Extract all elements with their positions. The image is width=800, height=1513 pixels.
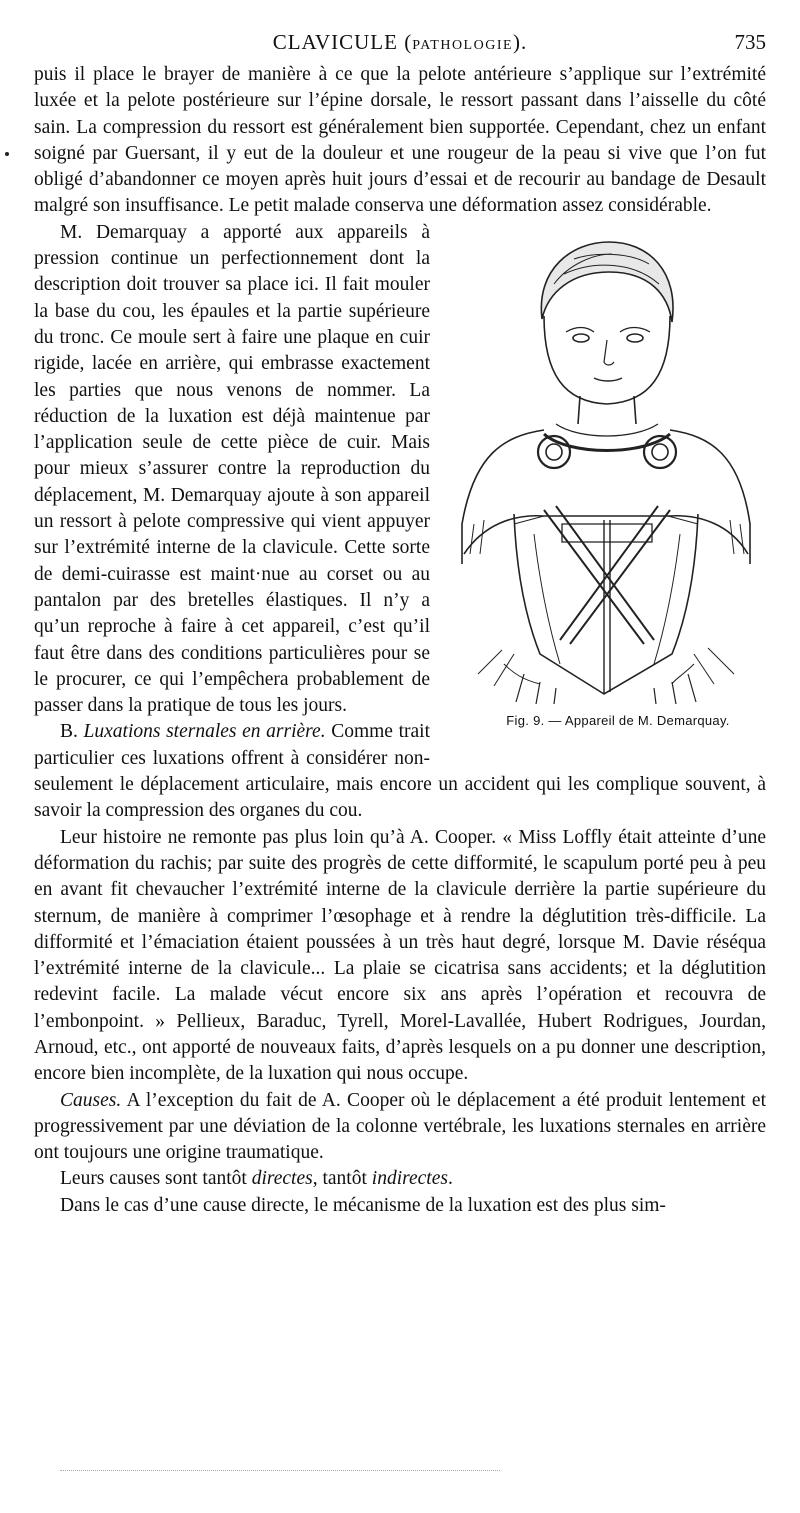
running-title-sub: PATHOLOGIE: [412, 38, 514, 53]
body-text: [34, 62, 766, 1219]
paragraph-2-text: M. Demarquay a apporté aux appareils à pression continue un perfectionnement dont la description doit trouver sa place ici. Il fait mouler la base du cou, les épaules et la partie supérieure du tronc. Ce moule sert à faire une plaque en cuir rigide, lacée en arrière, qui embrasse exactement les parties que nous venons de nommer. La réduction de la luxation est déjà maintenue par l’application seule de cette pièce de cuir. Mais pour mieux s’assurer contre la reproduction du déplacement, M. Demarquay ajoute à son appareil un ressort à pelote compressive qui vient appuyer sur l’extrémité interne de la clavicule. Cette sorte de demi-cuirasse est maint·nue au corset ou au pantalon par des bretelles élastiques. Il n’y a qu’un reproche à faire à cet appareil, c’est qu’il faut être dans des conditions particulières pour se le procurer, ce qui l’empêchera probablement de passer dans la pratique de tous les jours.: [34, 221, 430, 717]
running-title-main: CLAVICULE: [272, 30, 398, 54]
running-title: CLAVICULE (PATHOLOGIE).: [272, 30, 528, 54]
running-header: [34, 30, 766, 60]
paragraph-3: B. Luxations sternales en arrière. Comme trait particulier ces luxations offrent à considérer non-seulement le déplacement articulaire, mais encore un accident qui les complique souvent, à savoir la compression des organes du cou.: [34, 721, 766, 822]
section-heading: Luxations sternales en arrière.: [83, 721, 326, 743]
paragraph-7: Dans le cas d’une cause directe, le mécanisme de la luxation est des plus sim-: [60, 1194, 666, 1216]
paragraph-4: Leur histoire ne remonte pas plus loin qu’à A. Cooper. « Miss Loffly était atteinte d’une déformation du rachis; par suite des progrès de cette difformité, le scapulum porté peu à peu en avant fit chevaucher l’extrémité interne de la clavicule derrière la partie supérieure du sternum, de manière à comprimer l’œsophage et à rendre la déglutition très-difficile. La difformité et l’émaciation étaient poussées à un très haut degré, lorsque M. Davie réséqua l’extrémité interne de la clavicule... La plaie se cicatrisa sans accidents; et la déglutition redevint facile. La malade vécut encore six ans après l’opération et recouvra de l’embonpoint. » Pellieux, Baraduc, Tyrell, Morel-Lavallée, Hubert Rodrigues, Jourdan, Arnoud, etc., ont apporté de nouveaux faits, d’après lesquels on a pu donner une description, encore bien incomplète, de la luxation qui nous occupe.: [34, 826, 766, 1085]
paragraph-2: [34, 220, 766, 728]
margin-mark: [5, 152, 9, 156]
causes-heading: Causes.: [60, 1089, 122, 1111]
corset-illustration: [444, 224, 766, 704]
figure-caption: Fig. 9. — Appareil de M. Demarquay.: [506, 712, 730, 728]
paragraph-1: puis il place le brayer de manière à ce que la pelote antérieure s’applique sur l’extrémité luxée et la pelote postérieure sur l’épine dorsale, le ressort passant dans l’aisselle du côté sain. La compression du ressort est généralement bien supportée. Cependant, chez un enfant soigné par Guersant, il y eut de la douleur et une rougeur de la peau si vive que l’on fut obligé d’abandonner ce moyen après huit jours d’essai et de recourir au bandage de Desault malgré son insuffisance. Le petit malade conserva une déformation assez considérable.: [34, 64, 766, 217]
paragraph-5: Causes. A l’exception du fait de A. Cooper où le déplacement a été produit lentement et progressivement par une déviation de la colonne vertébrale, les luxations sternales en arrière ont toujours une origine traumatique.: [34, 1089, 766, 1164]
page-number: 735: [734, 30, 766, 54]
figure-9: [444, 224, 766, 750]
paragraph-6: Leurs causes sont tantôt directes, tantôt indirectes.: [60, 1168, 453, 1190]
bottom-scan-noise: [60, 1470, 500, 1473]
